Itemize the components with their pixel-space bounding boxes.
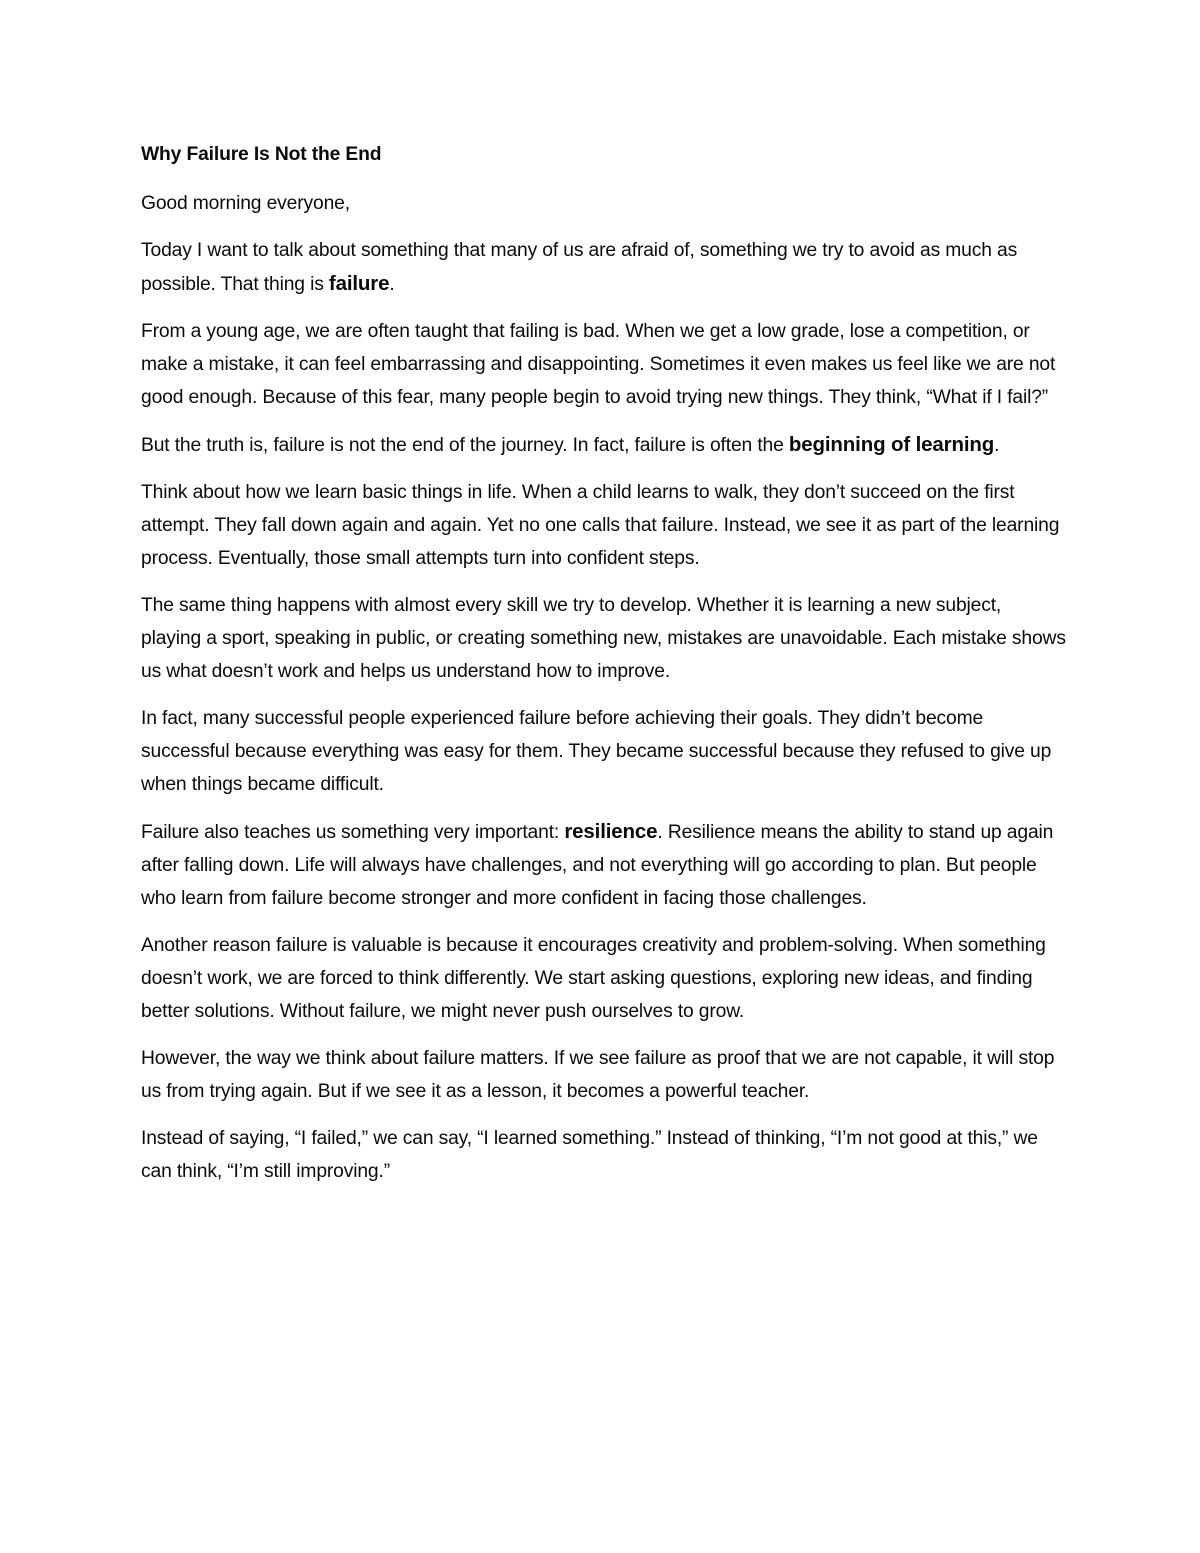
paragraph-4: Think about how we learn basic things in life. When a child learns to walk, they don’t succeed on the first attempt. They fall down again and again. Yet no one calls that failure. Instead, we see it as part of the learning process. Eventually, those small attempts turn into confident steps. — [141, 482, 1060, 569]
paragraph-6: In fact, many successful people experienced failure before achieving their goals. They didn’t become successful because everything was easy for them. They became successful because they refused to give up when things became difficult. — [141, 708, 1052, 795]
emphasis-failure: failure — [328, 272, 390, 295]
paragraph-7-rest: . Resilience means the ability to stand up again after falling down. Life will always have challenges, and not everything will go according to plan. But people who learn from failure become stronger and more confident in facing those challenges. — [141, 822, 1054, 909]
emphasis-resilience: resilience — [564, 820, 658, 843]
paragraph-5: The same thing happens with almost every skill we try to develop. Whether it is learning a new subject, playing a sport, speaking in public, or creating something new, mistakes are unavoidable. Each mistake shows us what doesn’t work and helps us understand how to improve. — [141, 595, 1066, 682]
paragraph-10: Instead of saying, “I failed,” we can say, “I learned something.” Instead of thinking, “I’m not good at this,” we can think, “I’m still improving.” — [141, 1128, 1038, 1182]
paragraph-9: However, the way we think about failure matters. If we see failure as proof that we are not capable, it will stop us from trying again. But if we see it as a lesson, it becomes a powerful teacher. — [141, 1048, 1055, 1102]
paragraph-8: Another reason failure is valuable is because it encourages creativity and problem-solving. When something doesn’t work, we are forced to think differently. We start asking questions, exploring new ideas, and finding better solutions. Without failure, we might never push ourselves to grow. — [141, 935, 1046, 1022]
paragraph-3 — [141, 428, 1066, 462]
paragraph-3-text: But the truth is, failure is not the end of the journey. In fact, failure is often the — [141, 435, 789, 456]
paragraph-7-text: Failure also teaches us something very important: — [141, 822, 565, 843]
paragraph-3-end: . — [994, 435, 1000, 456]
paragraph-7 — [141, 815, 1066, 915]
document-title: Why Failure Is Not the End — [141, 144, 382, 165]
paragraph-1-text: Today I want to talk about something that many of us are afraid of, something we try to avoid as much as possible. That thing is — [141, 240, 1018, 295]
emphasis-beginning-of-learning: beginning of learning — [788, 433, 995, 456]
document-body — [141, 138, 1066, 1202]
paragraph-1 — [141, 234, 1066, 301]
greeting-paragraph: Good morning everyone, — [141, 193, 350, 214]
paragraph-2: From a young age, we are often taught that failing is bad. When we get a low grade, lose a competition, or make a mistake, it can feel embarrassing and disappointing. Sometimes it even makes us feel like we are not good enough. Because of this fear, many people begin to avoid trying new things. They think, “What if I fail?” — [141, 321, 1056, 408]
paragraph-1-end: . — [389, 274, 395, 295]
